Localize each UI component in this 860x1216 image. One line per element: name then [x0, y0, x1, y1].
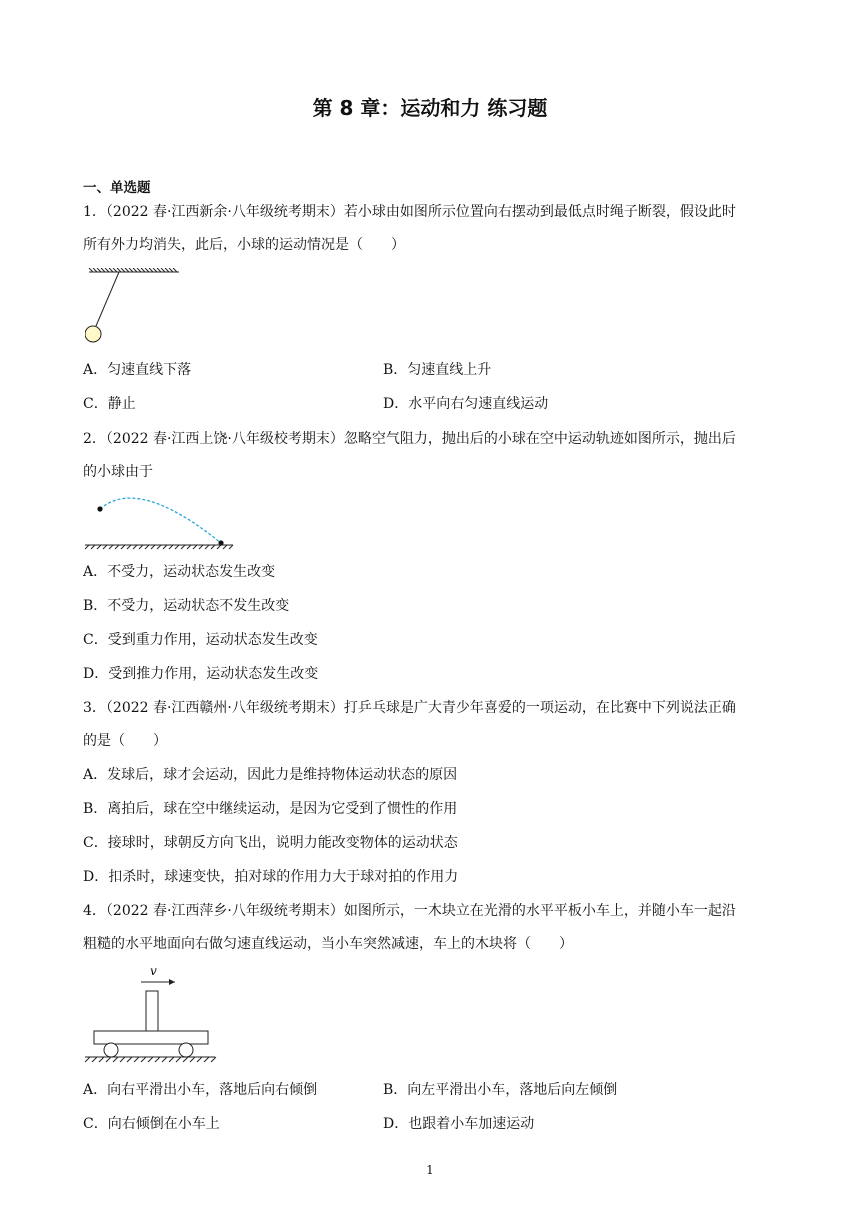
q3-option-a[interactable]: A．发球后，球才会运动，因此力是维持物体运动状态的原因 [83, 767, 458, 783]
q3-stem-line1: 3．（2022 春·江西赣州·八年级统考期末）打乒乓球是广大青少年喜爱的一项运动，在比赛中下列说法正确 [83, 700, 736, 716]
q1-stem-line1: 1．（2022 春·江西新余·八年级统考期末）若小球由如图所示位置向右摆动到最低点时绳子断裂，假设此时 [83, 204, 736, 220]
q1-pendulum-figure [85, 268, 185, 348]
section-heading: 一、单选题 [83, 180, 151, 196]
q1-option-c[interactable]: C．静止 [83, 396, 136, 412]
cart-wheel-right [179, 1043, 193, 1057]
q2-trajectory-figure [83, 486, 243, 550]
q2-stem-line1: 2．（2022 春·江西上饶·八年级校考期末）忽略空气阻力，抛出后的小球在空中运动轨迹如图所示，抛出后 [83, 431, 736, 447]
q4-cart-figure [83, 962, 218, 1067]
q3-option-b[interactable]: B．离拍后，球在空中继续运动，是因为它受到了惯性的作用 [83, 801, 458, 817]
q2-stem-line2: 的小球由于 [83, 464, 153, 480]
q2-option-a[interactable]: A．不受力，运动状态发生改变 [83, 564, 276, 580]
cart-wheel-left [104, 1043, 118, 1057]
q3-option-c[interactable]: C．接球时，球朝反方向飞出，说明力能改变物体的运动状态 [83, 835, 458, 851]
q2-option-c[interactable]: C．受到重力作用，运动状态发生改变 [83, 632, 318, 648]
ground-hatching [85, 1057, 216, 1062]
q4-option-d[interactable]: D．也跟着小车加速运动 [383, 1116, 535, 1132]
q2-option-b[interactable]: B．不受力，运动状态不发生改变 [83, 598, 290, 614]
q4-stem-line2: 粗糙的水平地面向右做匀速直线运动，当小车突然减速，车上的木块将（ ） [83, 936, 573, 952]
q1-stem-line2: 所有外力均消失，此后，小球的运动情况是（ ） [83, 237, 405, 253]
q4-option-a[interactable]: A．向右平滑出小车，落地后向右倾倒 [83, 1082, 318, 1098]
velocity-label: v [150, 964, 157, 978]
q2-option-d[interactable]: D．受到推力作用，运动状态发生改变 [83, 666, 319, 682]
q1-option-a[interactable]: A．匀速直线下落 [83, 362, 192, 378]
q3-option-d[interactable]: D．扣杀时，球速变快，拍对球的作用力大于球对拍的作用力 [83, 869, 459, 885]
q1-option-d[interactable]: D．水平向右匀速直线运动 [383, 396, 549, 412]
q1-option-b[interactable]: B．匀速直线上升 [383, 362, 492, 378]
page-number: 1 [426, 1163, 434, 1177]
q4-option-c[interactable]: C．向右倾倒在小车上 [83, 1116, 220, 1132]
cart-board [94, 1031, 208, 1044]
q3-stem-line2: 的是（ ） [83, 733, 167, 749]
q4-option-b[interactable]: B．向左平滑出小车，落地后向左倾倒 [383, 1082, 618, 1098]
wooden-block [146, 991, 158, 1031]
page-title: 第 8 章：运动和力 练习题 [312, 96, 548, 120]
q4-stem-line1: 4．（2022 春·江西萍乡·八年级统考期末）如图所示，一木块立在光滑的水平平板小车上，并随小车一起沿 [83, 903, 736, 919]
